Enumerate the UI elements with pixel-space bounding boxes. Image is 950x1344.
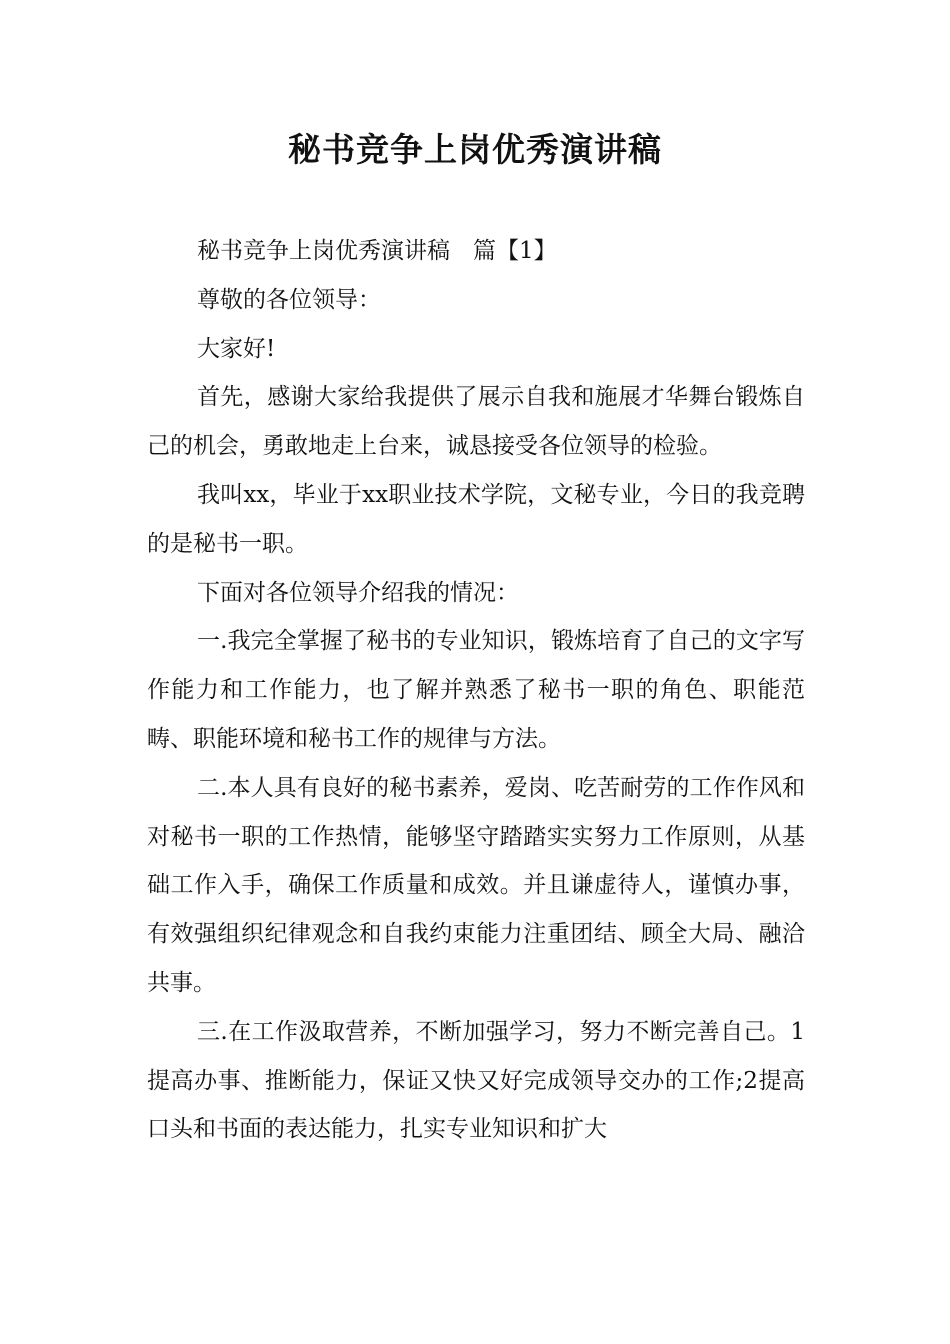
paragraph-transition: 下面对各位领导介绍我的情况： — [197, 579, 519, 606]
paragraph-salutation: 尊敬的各位领导： — [197, 286, 381, 313]
paragraph-thanks: 首先，感谢大家给我提供了展示自我和施展才华舞台锻炼自己的机会，勇敢地走上台来，诚恳接受各位领导的检验。 — [147, 384, 805, 460]
paragraph-introduction: 我叫xx，毕业于xx职业技术学院，文秘专业，今日的我竞聘的是秘书一职。 — [147, 481, 805, 557]
paragraph-point-one: 一.我完全掌握了秘书的专业知识，锻炼培育了自己的文字写作能力和工作能力，也了解并熟悉了秘书一职的角色、职能范畴、职能环境和秘书工作的规律与方法。 — [147, 628, 805, 752]
paragraph-point-three: 三.在工作汲取营养，不断加强学习，努力不断完善自己。1提高办事、推断能力，保证又快又好完成领导交办的工作;2提高口头和书面的表达能力，扎实专业知识和扩大 — [147, 1018, 805, 1143]
document-title: 秘书竞争上岗优秀演讲稿 — [288, 130, 662, 169]
paragraph-point-two: 二.本人具有良好的秘书素养，爱岗、吃苦耐劳的工作作风和对秘书一职的工作热情，能够坚守踏踏实实努力工作原则，从基础工作入手，确保工作质量和成效。并且谦虚待人，谨慎办事，有效强组织纪律观念和自我约束能力注重团结、顾全大局、融洽共事。 — [147, 774, 805, 996]
paragraph-section-heading: 秘书竞争上岗优秀演讲稿 篇【1】 — [197, 238, 557, 264]
paragraph-greeting: 大家好! — [197, 335, 276, 362]
document-body — [147, 227, 805, 1154]
